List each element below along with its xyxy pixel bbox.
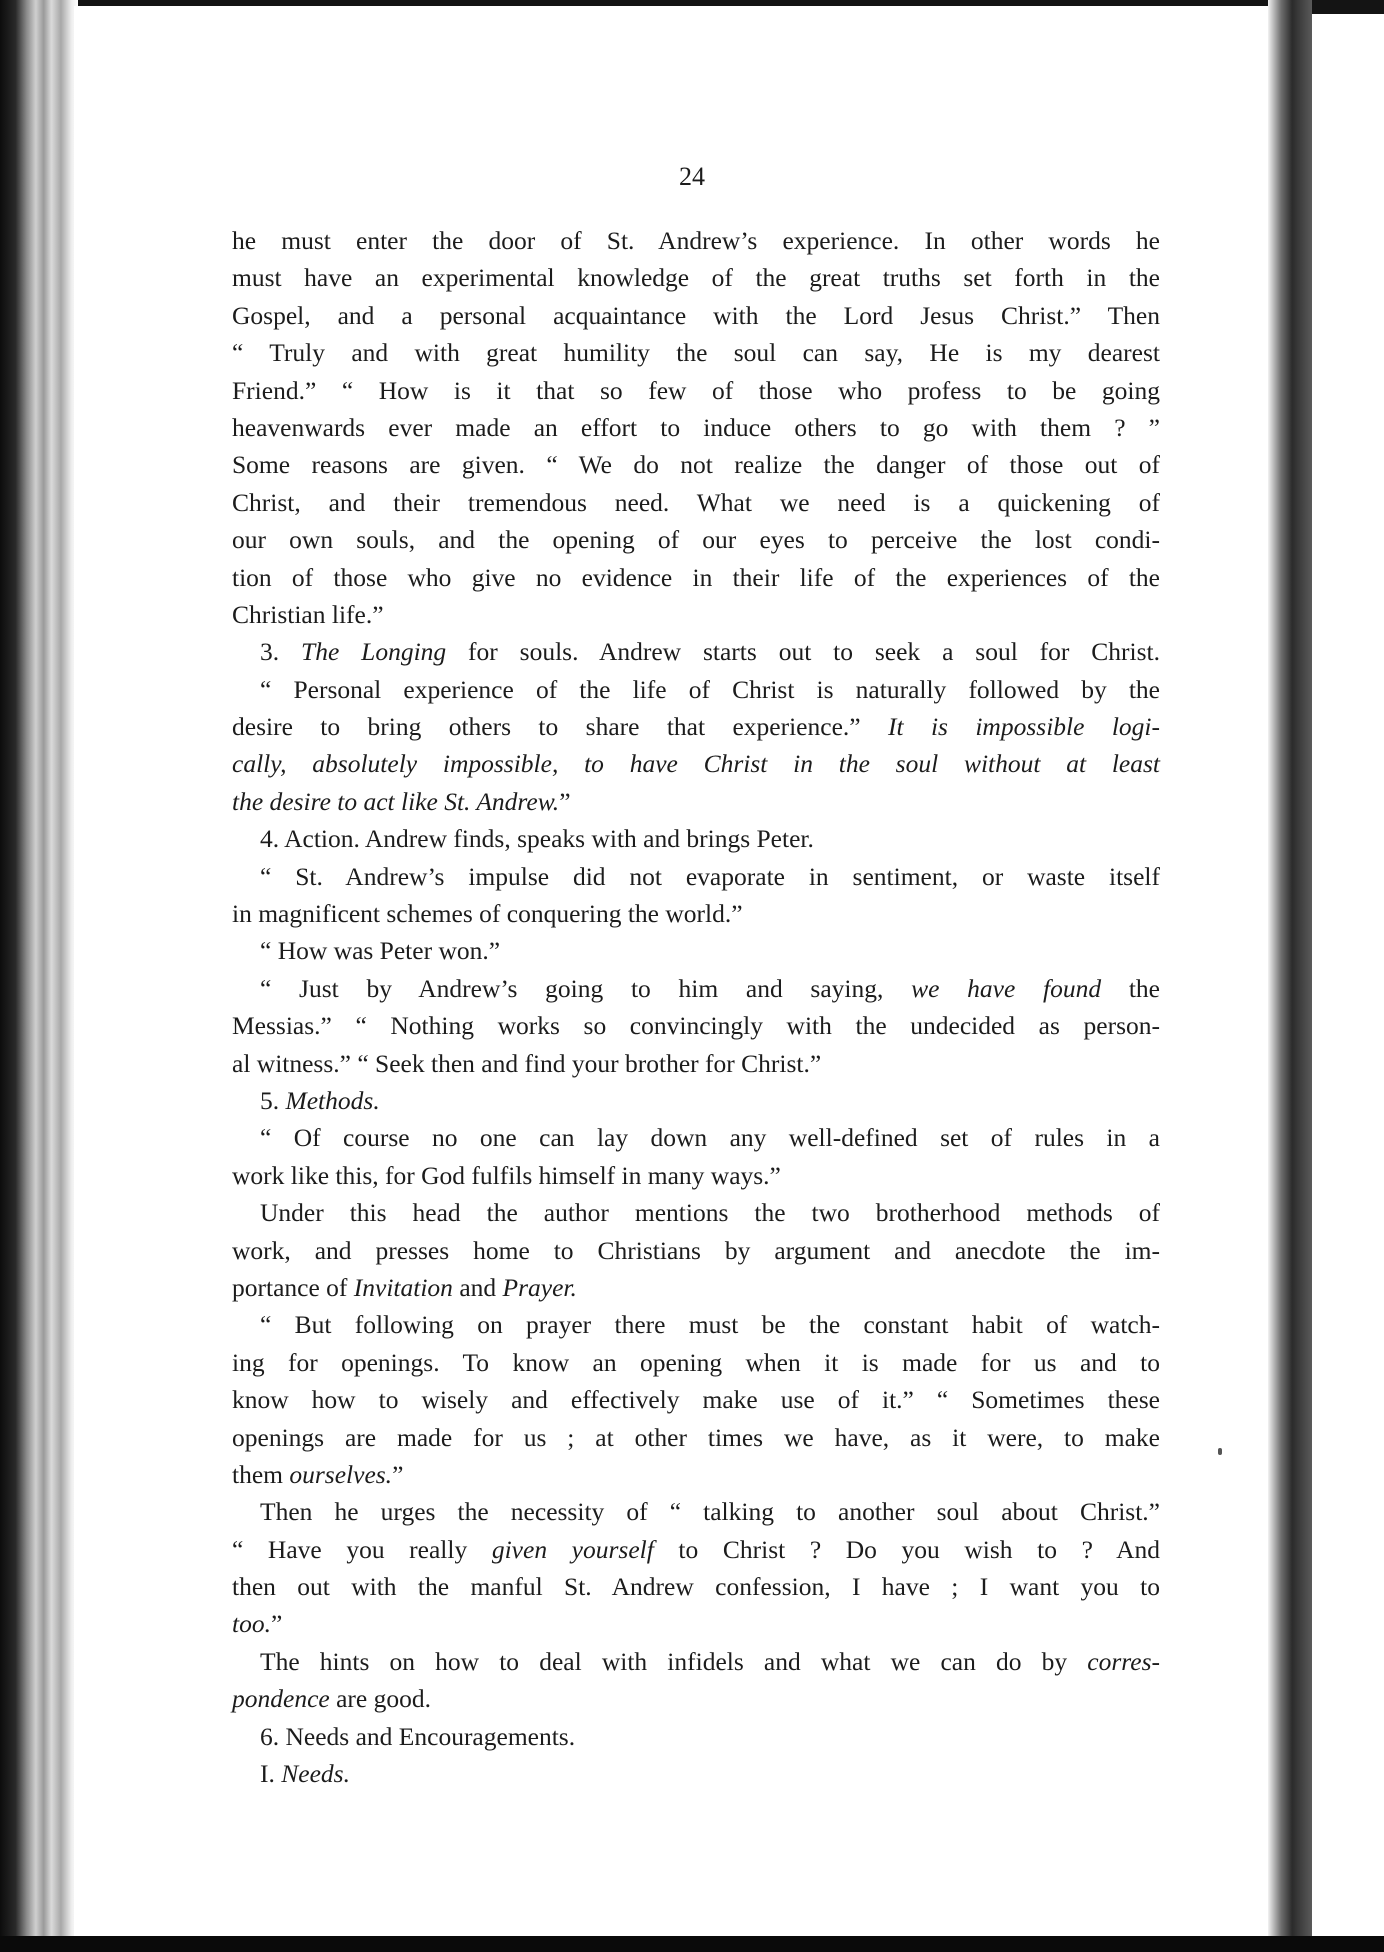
text-run: “ Personal experience of the life of Christ is naturally followed by the bbox=[260, 674, 1160, 704]
italic-text: Methods. bbox=[285, 1085, 380, 1115]
text-line bbox=[232, 521, 1160, 558]
italic-text: Invitation bbox=[353, 1272, 453, 1302]
italic-text: pondence bbox=[232, 1684, 330, 1714]
text-run: Then he urges the necessity of “ talking to another soul about Christ.” bbox=[260, 1497, 1160, 1527]
text-line bbox=[232, 745, 1160, 782]
print-speck bbox=[1218, 1448, 1222, 1455]
text-run: The hints on how to deal with infidels and what we can do by bbox=[260, 1646, 1088, 1676]
text-run: “ But following on prayer there must be the constant habit of watch- bbox=[260, 1310, 1160, 1340]
italic-text: given yourself bbox=[491, 1534, 654, 1564]
text-line bbox=[232, 1531, 1160, 1568]
text-line bbox=[232, 259, 1160, 296]
text-run: then out with the manful St. Andrew confession, I have ; I want you to bbox=[232, 1572, 1160, 1602]
text-line bbox=[232, 446, 1160, 483]
text-line bbox=[232, 1381, 1160, 1418]
text-run: I. bbox=[260, 1759, 282, 1789]
text-run: “ Have you really bbox=[232, 1534, 492, 1564]
text-run: are good. bbox=[329, 1684, 431, 1714]
text-run: Messias.” “ Nothing works so convincingly with the undecided as person- bbox=[232, 1011, 1160, 1041]
text-line bbox=[232, 1718, 1160, 1755]
text-run: and bbox=[452, 1272, 503, 1302]
text-run: know how to wisely and effectively make use of it.” “ Sometimes these bbox=[232, 1385, 1160, 1415]
text-run: work like this, for God fulfils himself in many ways.” bbox=[232, 1160, 781, 1190]
text-line bbox=[232, 1306, 1160, 1343]
facing-page-edge bbox=[1312, 14, 1384, 1946]
text-run: he must enter the door of St. Andrew’s experience. In other words he bbox=[232, 226, 1160, 255]
text-run: the bbox=[1101, 973, 1160, 1003]
text-run: for souls. Andrew starts out to seek a soul for Christ. bbox=[446, 637, 1160, 667]
text-line bbox=[232, 222, 1160, 259]
text-line bbox=[232, 1157, 1160, 1194]
text-run: ” bbox=[270, 1609, 283, 1639]
italic-text: Needs. bbox=[281, 1759, 350, 1789]
text-run: our own souls, and the opening of our eyes to perceive the lost condi- bbox=[232, 525, 1160, 555]
text-run: 4. Action. Andrew finds, speaks with and brings Peter. bbox=[260, 824, 814, 854]
text-line bbox=[232, 1493, 1160, 1530]
italic-text: corres- bbox=[1087, 1646, 1160, 1676]
scan-bottom-edge bbox=[0, 1936, 1384, 1952]
text-line bbox=[232, 334, 1160, 371]
text-run: 6. Needs and Encouragements. bbox=[260, 1721, 576, 1751]
text-run: openings are made for us ; at other times we have, as it were, to make bbox=[232, 1422, 1160, 1452]
text-line bbox=[232, 1269, 1160, 1306]
italic-text: ourselves. bbox=[289, 1459, 393, 1489]
text-line bbox=[232, 671, 1160, 708]
text-run: Friend.” “ How is it that so few of those who profess to be going bbox=[232, 375, 1160, 405]
text-run: in magnificent schemes of conquering the world.” bbox=[232, 899, 743, 929]
text-line bbox=[232, 1568, 1160, 1605]
italic-text: we have found bbox=[911, 973, 1102, 1003]
text-line bbox=[232, 1605, 1160, 1642]
italic-text: cally, absolutely impossible, to have Christ in the soul without at least bbox=[232, 749, 1160, 779]
text-run: must have an experimental knowledge of the great truths set forth in the bbox=[232, 263, 1160, 293]
italic-text: Prayer. bbox=[502, 1272, 577, 1302]
text-line bbox=[232, 409, 1160, 446]
text-line bbox=[232, 1755, 1160, 1792]
text-run: 5. bbox=[260, 1085, 286, 1115]
text-run: to Christ ? Do you wish to ? And bbox=[653, 1534, 1161, 1564]
text-run: “ Of course no one can lay down any well-defined set of rules in a bbox=[260, 1123, 1160, 1153]
text-run: “ How was Peter won.” bbox=[260, 936, 501, 966]
text-line bbox=[232, 633, 1160, 670]
text-run: work, and presses home to Christians by argument and anecdote the im- bbox=[232, 1235, 1160, 1265]
text-line bbox=[232, 1419, 1160, 1456]
text-line bbox=[232, 1119, 1160, 1156]
text-run: Gospel, and a personal acquaintance with the Lord Jesus Christ.” Then bbox=[232, 300, 1160, 330]
text-line bbox=[232, 932, 1160, 969]
book-gutter-left bbox=[0, 0, 78, 1952]
italic-text: The Longing bbox=[301, 637, 447, 667]
text-run: “ St. Andrew’s impulse did not evaporate in sentiment, or waste itself bbox=[260, 861, 1160, 891]
body-text bbox=[232, 222, 1160, 1792]
text-run: portance of bbox=[232, 1272, 354, 1302]
text-line bbox=[232, 297, 1160, 334]
text-line bbox=[232, 820, 1160, 857]
text-run: desire to bring others to share that experience.” bbox=[232, 712, 888, 742]
text-run: ” bbox=[559, 786, 571, 816]
text-line bbox=[232, 1007, 1160, 1044]
text-line bbox=[232, 1680, 1160, 1717]
text-run: heavenwards ever made an effort to induce others to go with them ? ” bbox=[232, 412, 1160, 442]
text-line bbox=[232, 484, 1160, 521]
text-line bbox=[232, 858, 1160, 895]
text-run: Some reasons are given. “ We do not realize the danger of those out of bbox=[232, 450, 1160, 480]
text-run: Under this head the author mentions the two brotherhood methods of bbox=[260, 1198, 1160, 1228]
page-number: 24 bbox=[679, 162, 705, 191]
text-line bbox=[232, 1643, 1160, 1680]
text-line bbox=[232, 708, 1160, 745]
book-gutter-right bbox=[1268, 0, 1312, 1952]
text-run: ing for openings. To know an opening when it is made for us and to bbox=[232, 1347, 1160, 1377]
italic-text: It is impossible logi- bbox=[887, 712, 1160, 742]
text-run: ” bbox=[392, 1459, 404, 1489]
text-line bbox=[232, 970, 1160, 1007]
italic-text: too. bbox=[232, 1609, 271, 1639]
text-line bbox=[232, 1194, 1160, 1231]
text-line bbox=[232, 895, 1160, 932]
text-run: tion of those who give no evidence in their life of the experiences of the bbox=[232, 562, 1160, 592]
text-run: al witness.” “ Seek then and find your brother for Christ.” bbox=[232, 1048, 822, 1078]
text-line bbox=[232, 1232, 1160, 1269]
text-line bbox=[232, 1082, 1160, 1119]
text-run: “ Just by Andrew’s going to him and saying, bbox=[260, 973, 912, 1003]
text-run: 3. bbox=[260, 637, 302, 667]
text-line bbox=[232, 1344, 1160, 1381]
text-line bbox=[232, 559, 1160, 596]
italic-text: the desire to act like St. Andrew. bbox=[232, 786, 560, 816]
text-run: Christ, and their tremendous need. What we need is a quickening of bbox=[232, 487, 1160, 517]
text-line bbox=[232, 1045, 1160, 1082]
text-line bbox=[232, 1456, 1160, 1493]
text-run: Christian life.” bbox=[232, 599, 384, 629]
text-line bbox=[232, 783, 1160, 820]
text-run: them bbox=[232, 1459, 290, 1489]
text-line bbox=[232, 372, 1160, 409]
text-run: “ Truly and with great humility the soul can say, He is my dearest bbox=[232, 338, 1160, 368]
text-line bbox=[232, 596, 1160, 633]
